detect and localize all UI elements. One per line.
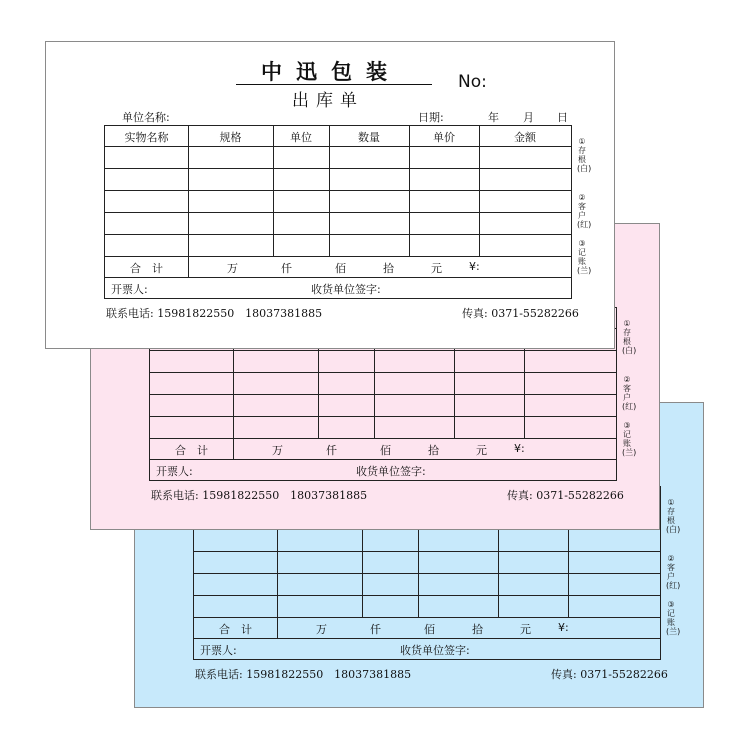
form-title: 出库单	[292, 91, 364, 111]
date-year: 年	[488, 111, 499, 124]
company-title: 中迅包装	[261, 59, 401, 84]
unit-name-label: 单位名称:	[122, 111, 170, 124]
total-unit-yuan: 元	[431, 262, 442, 275]
date-day: 日	[557, 111, 568, 124]
total-unit-bai: 佰	[335, 262, 346, 275]
total-label: 合 计	[219, 623, 252, 636]
copy-label-stub: ①存根(白)	[577, 137, 592, 173]
column-header-amount: 金额	[514, 131, 536, 144]
copy-label-accounting: ③记账(兰)	[577, 239, 592, 275]
total-unit-shi: 拾	[428, 444, 439, 457]
receiver-signature-label: 收货单位签字:	[400, 644, 470, 657]
total-yen-sign: ¥:	[514, 442, 525, 455]
receiver-signature-label: 收货单位签字:	[356, 465, 426, 478]
column-header-unit-price: 单价	[433, 131, 455, 144]
fax-number: 传真: 0371-55282266	[551, 668, 668, 681]
serial-number-label: No:	[458, 72, 487, 92]
column-header-spec: 规格	[219, 131, 242, 144]
phone-numbers: 联系电话: 15981822550 18037381885	[195, 668, 412, 681]
fax-number: 传真: 0371-55282266	[507, 489, 624, 502]
total-unit-shi: 拾	[472, 623, 483, 636]
column-header-item-name: 实物名称	[124, 131, 169, 144]
total-yen-sign: ¥:	[469, 260, 480, 273]
copy-label-accounting: ③记账(兰)	[622, 421, 637, 457]
fax-number: 传真: 0371-55282266	[462, 307, 579, 320]
copy-label-stub: ①存根(白)	[622, 319, 637, 355]
column-header-quantity: 数量	[358, 131, 380, 144]
phone-numbers: 联系电话: 15981822550 18037381885	[151, 489, 368, 502]
signer-label: 开票人:	[111, 283, 148, 296]
total-unit-qian: 仟	[326, 444, 337, 457]
copy-label-stub: ①存根(白)	[666, 498, 681, 534]
total-unit-qian: 仟	[281, 262, 292, 275]
date-month: 月	[523, 111, 534, 124]
total-unit-yuan: 元	[476, 444, 487, 457]
total-label: 合 计	[175, 444, 208, 457]
copy-label-customer: ②客户(红)	[666, 554, 681, 590]
total-unit-bai: 佰	[424, 623, 435, 636]
total-unit-yuan: 元	[520, 623, 531, 636]
total-unit-bai: 佰	[380, 444, 391, 457]
total-label: 合 计	[130, 262, 163, 275]
receiver-signature-label: 收货单位签字:	[311, 283, 381, 296]
white-copy-sheet	[45, 41, 615, 349]
copy-label-customer: ②客户(红)	[577, 193, 592, 229]
phone-numbers: 联系电话: 15981822550 18037381885	[106, 307, 323, 320]
total-unit-wan: 万	[272, 444, 283, 457]
total-unit-wan: 万	[316, 623, 327, 636]
goods-table	[104, 125, 572, 299]
signer-label: 开票人:	[156, 465, 193, 478]
total-yen-sign: ¥:	[558, 621, 569, 634]
copy-label-customer: ②客户(红)	[622, 375, 637, 411]
signer-label: 开票人:	[200, 644, 237, 657]
title-underline	[236, 84, 432, 85]
date-label: 日期:	[418, 111, 444, 124]
total-unit-shi: 拾	[383, 262, 394, 275]
column-header-unit: 单位	[290, 131, 312, 144]
copy-label-accounting: ③记账(兰)	[666, 600, 681, 636]
total-unit-wan: 万	[227, 262, 238, 275]
total-unit-qian: 仟	[370, 623, 381, 636]
